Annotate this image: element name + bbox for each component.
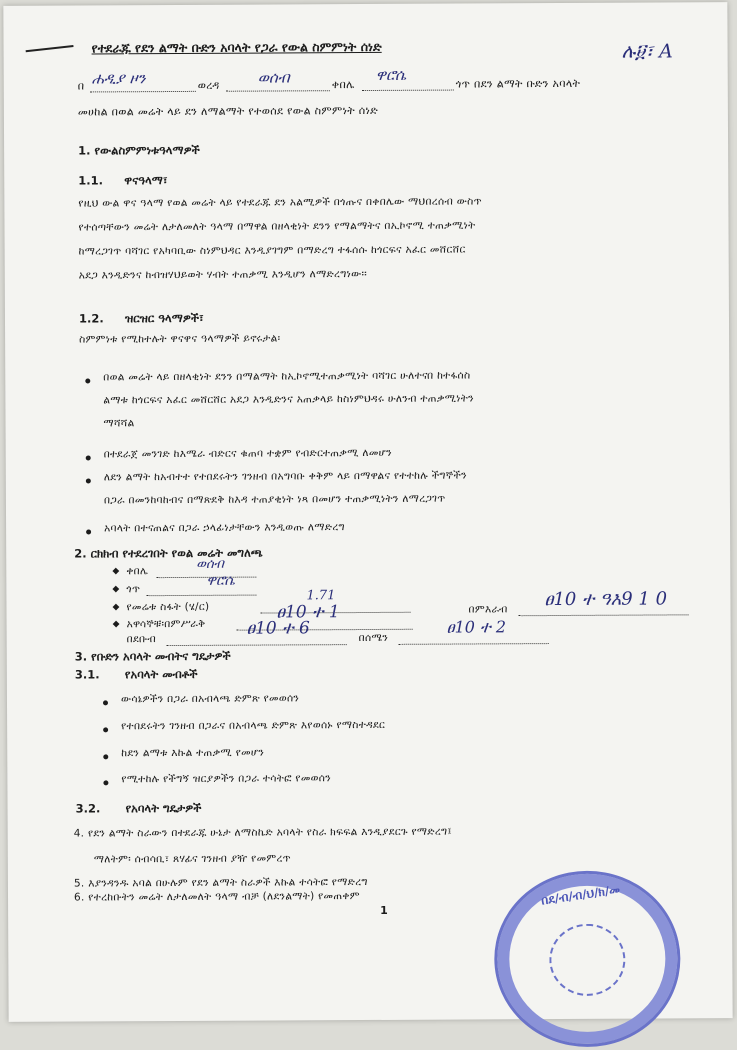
section-1-1-title: ዋናዓላማ፣ — [124, 173, 168, 188]
intro-prefix: በ — [77, 79, 85, 93]
bullet-dot — [85, 378, 90, 383]
field-south-label: በደቡብ — [126, 633, 157, 646]
paragraph-1-line-4: አደጋ እንዲድንና ከብዝሃህይወት ሃብት ተጠቃሚ እንዲሆን ለማድረግነው፡፡ — [78, 268, 368, 282]
section-1-1-number: 1.1. — [78, 173, 104, 188]
field-area-label: የመሬቱ ስፋት (ሄ/ር) — [126, 600, 210, 614]
diamond-bullet: ◆ — [112, 584, 120, 595]
paragraph-1-line-3: ከማረጋገጥ ባሻገር የአካባቢው ስነምህዳር እንዲያገግም በማድረግ ተፋሰሱ ከጎርፍና አፈር መሸርሸር — [78, 243, 466, 258]
intro-line2: መሀከል በወል መሬት ላይ ደን ለማልማት የተወሰደ የውል ስምምነት ሰነድ — [77, 103, 379, 119]
duty-6: 6. የተረከቡትን መሬት ለታለመለት ዓላማ ብቻ (ለደንልማት) የመጠቀም — [73, 890, 360, 904]
paragraph-1-line-1: የዚህ ውል ዋና ዓላማ የወል መሬት ላይ የተደራጁ ደን አልሚዎች በጎጡና በቀበሌው ማህበረሰብ ውስጥ — [78, 195, 482, 210]
field-west-line — [519, 614, 689, 616]
field-north-line — [399, 643, 549, 645]
duty-4-line-2: ማለትም፡ ሰብሳቢ፣ ጸሃፊና ገንዘብ ያዥ የመምረጥ — [93, 852, 291, 866]
field-north-label: በሰሜን — [358, 631, 389, 645]
handwritten-reference: ሉ፱፣ A — [621, 40, 673, 63]
section-3-1-number: 3.1. — [74, 667, 100, 682]
diamond-bullet: ◆ — [112, 566, 120, 577]
stamp-text: በደ/ብ/ብ/ህ/ክ/መ — [540, 882, 621, 908]
field-area-handwritten: 1.71 — [306, 588, 336, 604]
duty-5: 5. እያንዳንዱ አባል በሁሉም የደን ልማት ስራዎች እኩል ተሳትፎ የማድረግ — [73, 876, 368, 890]
objective-3-line-2: በጋራ በመንከባከብና በማጽደቅ ከእዳ ተጠያቂነት ነጻ በመሆን ተጠቃሚነትን ለማረጋገጥ — [103, 492, 446, 507]
right-1: ውሳኔዎችን በጋራ በአብላጫ ድምጽ የመወሰን — [120, 692, 300, 706]
right-2: የተበደሩትን ገንዘብ በጋራና በአብላጫ ድምጽ እየወሰኑ የማስተዳደር — [121, 718, 386, 733]
right-3: ከደን ልማቱ እኩል ተጠቃሚ የመሆን — [121, 746, 265, 760]
region-line — [90, 91, 196, 93]
field-south-handwritten: ፀ10 ተ 6 — [246, 618, 310, 639]
objective-1-line-3: ማሻሻል — [103, 417, 135, 430]
objective-2: በተደራጀ መንገድ ከእሜራ ብድርና ቁጠባ ተቋም የብድርተጠቃሚ ለመሆን — [103, 446, 392, 461]
page-number: 1 — [380, 903, 389, 917]
right-4: የሚተከሉ የችግኝ ዝርያዎችን በጋራ ተሳትፎ የመወሰን — [121, 772, 332, 786]
stamp-emblem — [549, 924, 625, 996]
field-east-label: አዋሳኞቹ፡በምሥራቅ — [126, 617, 206, 631]
bullet-dot — [86, 478, 91, 483]
section-3-2-number: 3.2. — [75, 801, 101, 816]
objective-1-line-1: በወል መሬት ላይ በዘላቂነት ደንን በማልማት ከኢኮኖሚተጠቃሚነት ባሻገር ሁለተናበ ከተፋሰስ — [103, 369, 471, 384]
region-handwritten: ሐዲያ ዞን — [91, 69, 146, 88]
bullet-dot — [103, 727, 108, 732]
section-2-heading: 2. ርክክብ የተደረገበት የወል መሬት መግለጫ — [74, 545, 263, 561]
field-got-label: ጎጥ — [126, 583, 141, 596]
section-1-2-number: 1.2. — [78, 311, 104, 326]
bullet-dot — [86, 455, 91, 460]
field-north-handwritten: ፀ10 ተ 2 — [446, 617, 507, 637]
document-page — [3, 2, 732, 1022]
document-title: የተደራጁ የደን ልማት ቡድን አባላት የጋራ የውል ስምምነት ሰነድ — [91, 38, 382, 56]
title-dash — [26, 45, 74, 52]
intro-line1-end: ጎጥ በደን ልማት ቡድን አባላት — [455, 76, 581, 91]
section-1-2-title: ዝርዝር ዓላማዎች፣ — [124, 310, 204, 326]
diamond-bullet: ◆ — [112, 619, 120, 630]
field-kebele-label: ቀበሌ — [126, 565, 149, 578]
field-south-line — [167, 644, 347, 646]
field-east-handwritten: ፀ10 ተ 1 — [276, 602, 340, 623]
bullet-dot — [86, 529, 91, 534]
woreda-label: ወረዳ — [197, 78, 220, 92]
field-kebele-handwritten: ወሰብ — [196, 556, 224, 572]
woreda-handwritten: ወሰብ — [257, 68, 290, 87]
field-west-label: በምእራብ — [468, 603, 508, 616]
objective-1-line-2: ልማቱ ከጎርፍና አፈር መሸርሸር አደጋ እንዲድንና አጠቃላይ ከስነምህዳሩ ሁለንብ ተጠቃሚነትን — [103, 392, 475, 407]
section-1-heading: 1. የውልስምምነቱዓላማዎች — [78, 142, 200, 158]
woreda-line — [226, 90, 330, 92]
bullet-dot — [103, 780, 108, 785]
field-got-handwritten: ዋሮሴ — [206, 572, 235, 589]
objective-3-line-1: ለደን ልማት ከአብተተ የተበደሩትን ገንዘብ በአግባቡ ቀቅም ላይ በማዋልና የተተከሉ ችግኞችን — [103, 469, 467, 484]
kebele-handwritten: ዋሮሴ — [375, 65, 407, 84]
field-got-line — [146, 595, 256, 597]
kebele-label: ቀበሌ — [331, 78, 355, 92]
objective-4: አባላት በተናጠልና በጋራ ኃላፊነታቸውን እንዲወጡ ለማድረግ — [104, 521, 345, 535]
field-west-handwritten: ፀ10 ተ ዓእ9 1 0 — [544, 588, 668, 611]
section-3-heading: 3. የቡድን አባላት መብትና ግዴታዎች — [74, 648, 231, 664]
paragraph-1-line-2: የተሰጣቸውን መሬት ለታለመለት ዓላማ በማዋል በዘላቂነት ደንን የማልማትና በኢኮኖሚ ተጠቃሚነት — [78, 219, 476, 234]
official-stamp — [494, 870, 681, 1047]
bullet-dot — [103, 754, 108, 759]
bullet-dot — [103, 700, 108, 705]
diamond-bullet: ◆ — [112, 602, 120, 613]
section-3-1-title: የአባላት መብቶች — [124, 666, 198, 682]
section-1-2-intro: ስምምነቱ የሚከተሉት ዋናዋና ዓላማዎች ይኖሩታል፡ — [79, 332, 281, 346]
duty-4-line-1: 4. የደን ልማት ስራውን በተደራጁ ሁኔታ ለማስኬድ አባላት የስራ ክፍፍል እንዲያደርጉ የማድረግ፤ — [73, 825, 453, 840]
kebele-line — [362, 90, 454, 91]
section-3-2-title: የአባላት ግዴታዎች — [125, 800, 202, 816]
